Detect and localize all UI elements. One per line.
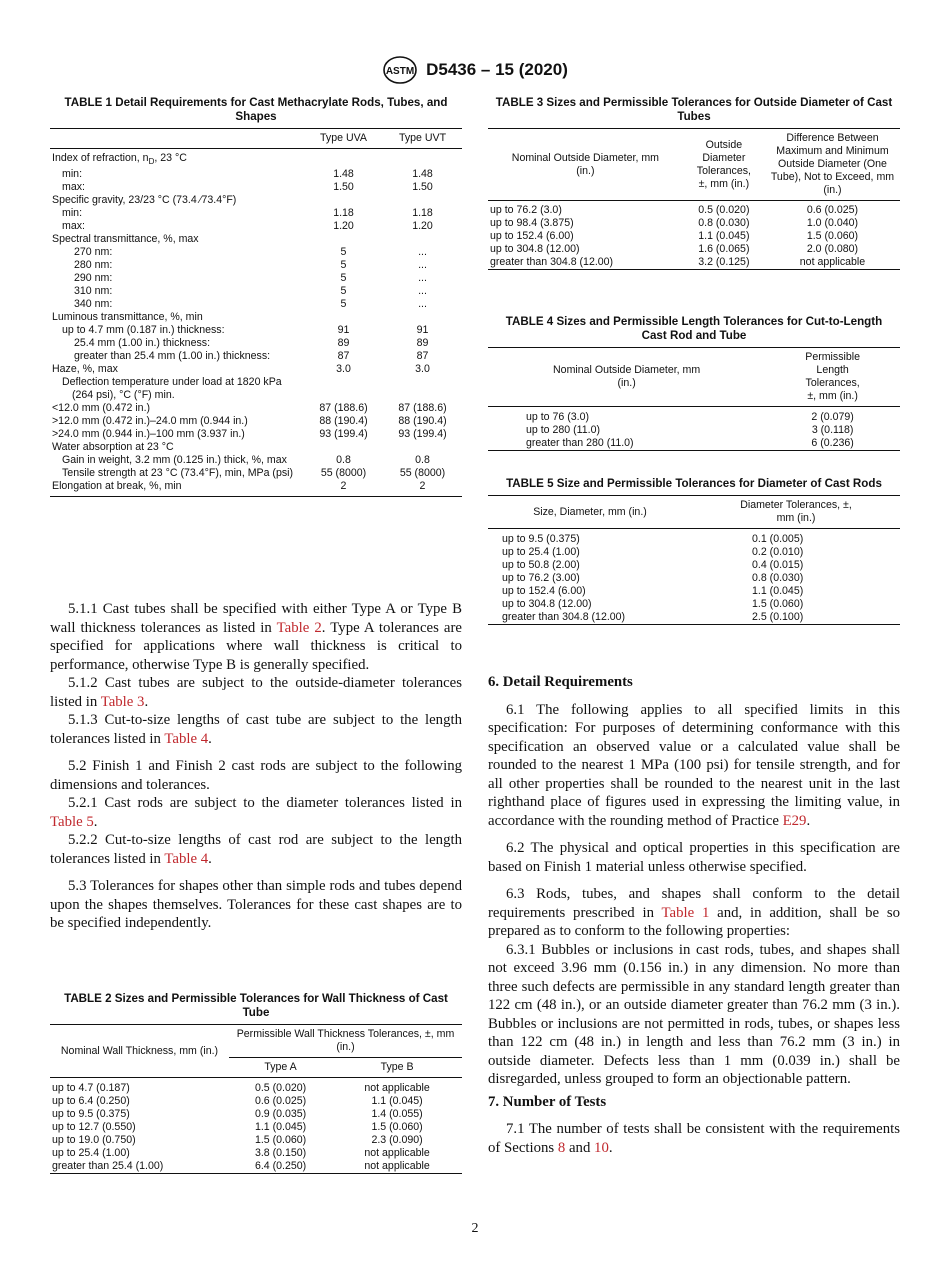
table-cell: 1.48 bbox=[333, 168, 354, 181]
para-6-2: 6.2 The physical and optical properties in this specification are based on Finish 1 material unless otherwise specified. bbox=[488, 840, 900, 875]
table-cell: >24.0 mm (0.944 in.)–100 mm (3.937 in.) bbox=[52, 428, 245, 441]
table-row bbox=[50, 1134, 462, 1147]
table-cell: 3.8 (0.150) bbox=[254, 1147, 307, 1159]
table-cell: 1.5 (0.060) bbox=[806, 230, 859, 242]
table-row bbox=[488, 407, 900, 425]
table-cell: Luminous transmittance, %, min bbox=[52, 311, 203, 324]
table-cell: max: bbox=[62, 181, 85, 194]
table-cell: Tensile strength at 23 °C (73.4°F), min, MPa (psi) bbox=[62, 467, 294, 480]
table-cell: ... bbox=[418, 285, 427, 298]
table3-col-size: Nominal Outside Diameter, mm (in.) bbox=[511, 151, 659, 177]
astm-logo bbox=[382, 55, 418, 85]
table-cell: 1.50 bbox=[333, 181, 354, 194]
table-row bbox=[488, 598, 900, 611]
para-6-3-1: 6.3.1 Bubbles or inclusions in cast rods, tubes, and shapes shall not exceed 3.96 mm (0.156 in.) in any dimension. No more than three such defects are permissible in any standard length greater than 122 cm (48 in.), or an outside diameter greater than 76.2 mm (3 in.). Bubbles or inclusions are not permitted in rods, tubes, or shapes less than 122 cm (48 in.) in length and less than 76.2 mm (3 in.) in outside diameter. Defects less than 1 mm (0.039 in.) shall be disregarded, unless grouped to form an objectionable pattern. bbox=[488, 941, 900, 1087]
table-row bbox=[50, 1108, 462, 1121]
section-7-heading: 7. Number of Tests bbox=[488, 1093, 607, 1110]
table-cell: 1.4 (0.055) bbox=[371, 1108, 423, 1120]
link-table3[interactable]: Table 3 bbox=[100, 693, 145, 710]
table3-caption: TABLE 3 Sizes and Permissible Tolerances for Outside Diameter of Cast Tubes bbox=[495, 96, 893, 123]
table-cell: not applicable bbox=[799, 256, 866, 268]
table1 bbox=[50, 128, 462, 497]
table-cell: Specific gravity, 23/23 °C (73.4 ⁄73.4°F) bbox=[52, 194, 237, 207]
table-cell: 280 nm: bbox=[74, 259, 113, 272]
table-row bbox=[50, 402, 462, 415]
table-cell bbox=[383, 376, 462, 402]
table-cell: 6 (0.236) bbox=[811, 437, 854, 449]
table-cell: 0.8 bbox=[336, 454, 351, 467]
table-cell: 88 (190.4) bbox=[319, 415, 368, 428]
table-cell bbox=[304, 441, 383, 454]
para-5-1-1: 5.1.1 Cast tubes shall be specified with either Type A or Type B wall thickness tolerances as listed in Table 2. Type A tolerances are specified for applications where wall thickness is critical to performance, otherwise Type B is generally specified. bbox=[50, 601, 462, 673]
link-section-8[interactable]: 8 bbox=[557, 1139, 566, 1156]
table-row bbox=[488, 585, 900, 598]
table-row bbox=[50, 246, 462, 259]
table-cell: 340 nm: bbox=[74, 298, 113, 311]
table-row bbox=[50, 1121, 462, 1134]
table-cell: up to 304.8 (12.00) bbox=[490, 243, 580, 255]
table-cell: up to 76.2 (3.0) bbox=[490, 204, 562, 216]
table-cell: ... bbox=[418, 298, 427, 311]
para-7-1: 7.1 The number of tests shall be consistent with the requirements of Sections 8 and 10. bbox=[488, 1121, 900, 1156]
table-row bbox=[50, 454, 462, 467]
table-row bbox=[50, 428, 462, 441]
table-cell: greater than 304.8 (12.00) bbox=[502, 611, 626, 623]
table-cell: greater than 304.8 (12.00) bbox=[490, 256, 614, 268]
table-row bbox=[50, 220, 462, 233]
table-cell: max: bbox=[62, 220, 85, 233]
table-row bbox=[488, 217, 900, 230]
table-cell: up to 76.2 (3.00) bbox=[502, 572, 580, 584]
table-row bbox=[488, 243, 900, 256]
table-row bbox=[50, 480, 462, 497]
table-cell: 0.1 (0.005) bbox=[752, 533, 804, 545]
table-cell: <12.0 mm (0.472 in.) bbox=[52, 402, 151, 415]
para-6-1: 6.1 The following applies to all specified limits in this specification: For purposes of determining conformance with this specification an observed value or a calculated value shall be rounded to the nearest 1 MPa (100 psi) for tensile strength, and for all other properties shall be rounded to the nearest unit in the last righthand place of figures used in expressing the limiting value, in accordance with the rounding method of Practice E29. bbox=[488, 701, 900, 829]
link-table1[interactable]: Table 1 bbox=[661, 904, 710, 921]
table-cell: Water absorption at 23 °C bbox=[52, 441, 174, 454]
para-5-3: 5.3 Tolerances for shapes other than simple rods and tubes depend upon the shapes themselves. Tolerances for these cast shapes are to be specified independently. bbox=[50, 878, 462, 931]
table-cell: Haze, %, max bbox=[52, 363, 118, 376]
link-section-10[interactable]: 10 bbox=[594, 1139, 609, 1156]
table-cell: 290 nm: bbox=[74, 272, 113, 285]
table-cell: 6.4 (0.250) bbox=[254, 1160, 307, 1172]
table-row bbox=[50, 1160, 462, 1174]
table5-col-size: Size, Diameter, mm (in.) bbox=[533, 505, 647, 518]
table-cell: 2.5 (0.100) bbox=[752, 611, 804, 623]
table1-col-uvt: Type UVT bbox=[398, 132, 447, 144]
table-row bbox=[488, 611, 900, 625]
standard-code: D5436 – 15 (2020) bbox=[426, 60, 568, 79]
table-cell: 89 bbox=[416, 337, 429, 350]
table-row bbox=[50, 194, 462, 207]
table-cell: 1.1 (0.045) bbox=[698, 230, 750, 242]
table-row bbox=[488, 572, 900, 585]
table-cell: up to 9.5 (0.375) bbox=[52, 1108, 130, 1120]
table-cell: 87 bbox=[337, 350, 350, 363]
table-cell bbox=[304, 311, 383, 324]
table-cell: 3.0 bbox=[415, 363, 430, 376]
table3-col-tol: Outside Diameter Tolerances, ±, mm (in.) bbox=[696, 138, 751, 190]
table5-col-tol: Diameter Tolerances, ±, mm (in.) bbox=[740, 499, 852, 524]
table-cell: 87 (188.6) bbox=[319, 402, 368, 415]
table-row bbox=[50, 1095, 462, 1108]
table-cell: 93 (199.4) bbox=[398, 428, 447, 441]
table-cell: 87 (188.6) bbox=[398, 402, 447, 415]
para-5-2-2: 5.2.2 Cut-to-size lengths of cast rod are subject to the length tolerances listed in Table 4. bbox=[50, 832, 462, 867]
table-cell: 1.48 bbox=[412, 168, 433, 181]
table-cell: up to 9.5 (0.375) bbox=[502, 533, 580, 545]
table-cell: 5 bbox=[340, 298, 347, 311]
table-row bbox=[50, 272, 462, 285]
table-cell: 0.6 (0.025) bbox=[254, 1095, 307, 1107]
table-cell: Spectral transmittance, %, max bbox=[52, 233, 199, 246]
table-cell: 1.18 bbox=[333, 207, 354, 220]
table-row bbox=[50, 363, 462, 376]
table-cell: 3 (0.118) bbox=[811, 424, 854, 436]
table-row bbox=[50, 259, 462, 272]
table-cell: 88 (190.4) bbox=[398, 415, 447, 428]
table-cell: Gain in weight, 3.2 mm (0.125 in.) thick, %, max bbox=[62, 454, 287, 467]
table-cell: 2.0 (0.080) bbox=[806, 243, 859, 255]
table-cell: up to 6.4 (0.250) bbox=[52, 1095, 130, 1107]
table-cell: 91 bbox=[416, 324, 429, 337]
table-row bbox=[50, 168, 462, 181]
table-cell: up to 76 (3.0) bbox=[526, 411, 590, 423]
table-row bbox=[50, 467, 462, 480]
table-cell: 2 bbox=[419, 480, 426, 493]
table-cell: 1.5 (0.060) bbox=[254, 1134, 307, 1146]
table-cell: up to 50.8 (2.00) bbox=[502, 559, 580, 571]
para-5-2: 5.2 Finish 1 and Finish 2 cast rods are subject to the following dimensions and tolerances. bbox=[50, 758, 462, 793]
table-cell: 2 bbox=[340, 480, 347, 493]
table1-block bbox=[50, 96, 462, 497]
table2-block bbox=[50, 992, 462, 1174]
table1-caption: TABLE 1 Detail Requirements for Cast Methacrylate Rods, Tubes, and Shapes bbox=[64, 96, 448, 123]
table-cell: up to 4.7 mm (0.187 in.) thickness: bbox=[62, 324, 225, 337]
table-row bbox=[50, 181, 462, 194]
table-cell: not applicable bbox=[364, 1147, 430, 1159]
table-cell: 0.5 (0.020) bbox=[698, 204, 750, 216]
table-row bbox=[50, 233, 462, 246]
table-cell: 1.5 (0.060) bbox=[371, 1121, 423, 1133]
table-row bbox=[50, 311, 462, 324]
table-row bbox=[50, 350, 462, 363]
table-row bbox=[488, 230, 900, 243]
para-5-2-1: 5.2.1 Cast rods are subject to the diameter tolerances listed in Table 5. bbox=[50, 795, 462, 830]
table-cell: 270 nm: bbox=[74, 246, 113, 259]
table-cell: 1.1 (0.045) bbox=[371, 1095, 423, 1107]
table-cell: Deflection temperature under load at 1820 kPa (264 psi), °C (°F) min. bbox=[62, 376, 282, 402]
table-cell bbox=[304, 233, 383, 246]
table-row bbox=[488, 437, 900, 451]
table-row bbox=[488, 559, 900, 572]
table4-col-tol: Permissible Length Tolerances, ±, mm (in.) bbox=[805, 351, 860, 402]
table-cell: 1.0 (0.040) bbox=[806, 217, 859, 229]
table4-block bbox=[488, 315, 900, 451]
table5-caption: TABLE 5 Size and Permissible Tolerances for Diameter of Cast Rods bbox=[506, 477, 882, 490]
table-cell: min: bbox=[62, 168, 83, 181]
table-cell: 5 bbox=[340, 246, 347, 259]
table5-block bbox=[488, 477, 900, 625]
table-cell: not applicable bbox=[364, 1160, 430, 1172]
table-cell: 5 bbox=[340, 272, 347, 285]
svg-text:ASTM: ASTM bbox=[385, 66, 415, 77]
table-cell: 25.4 mm (1.00 in.) thickness: bbox=[74, 337, 211, 350]
table-row bbox=[50, 1147, 462, 1160]
para-5-1-3: 5.1.3 Cut-to-size lengths of cast tube are subject to the length tolerances listed in Table 4. bbox=[50, 712, 462, 747]
table-cell: up to 98.4 (3.875) bbox=[490, 217, 574, 229]
table4 bbox=[488, 347, 900, 451]
table-cell: 93 (199.4) bbox=[319, 428, 368, 441]
table-cell bbox=[304, 194, 383, 207]
table-cell bbox=[383, 311, 462, 324]
table-cell: up to 304.8 (12.00) bbox=[502, 598, 592, 610]
table3-block bbox=[488, 96, 900, 270]
table2-col-size: Nominal Wall Thickness, mm (in.) bbox=[60, 1044, 219, 1057]
table-cell: 5 bbox=[340, 259, 347, 272]
table-cell: 91 bbox=[337, 324, 350, 337]
table-cell: 87 bbox=[416, 350, 429, 363]
table-cell: not applicable bbox=[364, 1082, 430, 1094]
table-row: Index of refraction, $n_D$, 23 °C bbox=[52, 152, 187, 167]
table-cell: 5 bbox=[340, 285, 347, 298]
table-cell: 3.2 (0.125) bbox=[698, 256, 750, 268]
table5 bbox=[488, 495, 900, 625]
table-cell: 3.0 bbox=[336, 363, 351, 376]
table-cell: 2.3 (0.090) bbox=[371, 1134, 423, 1146]
table2 bbox=[50, 1024, 462, 1174]
table-row bbox=[50, 1078, 462, 1096]
table-row bbox=[488, 529, 900, 547]
table-row bbox=[50, 441, 462, 454]
table-row bbox=[50, 415, 462, 428]
table-cell: 0.6 (0.025) bbox=[806, 204, 859, 216]
table-cell: up to 152.4 (6.00) bbox=[490, 230, 574, 242]
table-cell: up to 25.4 (1.00) bbox=[502, 546, 580, 558]
table-cell: up to 25.4 (1.00) bbox=[52, 1147, 130, 1159]
table-cell: greater than 280 (11.0) bbox=[526, 437, 634, 449]
table4-caption: TABLE 4 Sizes and Permissible Length Tolerances for Cut-to-Length Cast Rod and Tube bbox=[505, 315, 883, 342]
table-cell: ... bbox=[418, 246, 427, 259]
table-cell: 0.2 (0.010) bbox=[752, 546, 804, 558]
table2-col-b: Type B bbox=[380, 1061, 414, 1073]
table-cell: 2 (0.079) bbox=[811, 411, 854, 423]
table2-col-group: Permissible Wall Thickness Tolerances, ±, mm (in.) bbox=[229, 1025, 462, 1058]
table-cell bbox=[383, 194, 462, 207]
table-row bbox=[488, 201, 900, 218]
page-number: 2 bbox=[471, 1221, 479, 1236]
link-table4[interactable]: Table 4 bbox=[164, 730, 209, 747]
table-cell bbox=[383, 441, 462, 454]
table-row bbox=[50, 376, 462, 402]
left-body-text bbox=[50, 600, 462, 933]
link-table4[interactable]: Table 4 bbox=[164, 850, 209, 867]
para-6-3: 6.3 Rods, tubes, and shapes shall conform to the detail requirements prescribed in Table 1 and, in addition, shall be so prepared as to conform to the following properties: bbox=[488, 886, 900, 939]
section-6-heading: 6. Detail Requirements bbox=[488, 674, 633, 690]
table-cell: 0.9 (0.035) bbox=[254, 1108, 307, 1120]
table-cell: up to 4.7 (0.187) bbox=[52, 1082, 130, 1094]
table-cell: 55 (8000) bbox=[399, 467, 446, 480]
table2-col-a: Type A bbox=[264, 1061, 297, 1073]
table-cell: greater than 25.4 mm (1.00 in.) thickness: bbox=[74, 350, 271, 363]
para-5-1-2: 5.1.2 Cast tubes are subject to the outside-diameter tolerances listed in Table 3. bbox=[50, 675, 462, 710]
table4-col-size: Nominal Outside Diameter, mm (in.) bbox=[553, 364, 701, 389]
table-row bbox=[50, 298, 462, 311]
table-cell: up to 280 (11.0) bbox=[526, 424, 601, 436]
table-row bbox=[50, 337, 462, 350]
table-cell: 0.8 (0.030) bbox=[752, 572, 804, 584]
table-row bbox=[50, 207, 462, 220]
table-cell: 55 (8000) bbox=[320, 467, 367, 480]
table-cell: 1.20 bbox=[333, 220, 354, 233]
link-table2[interactable]: Table 2 bbox=[276, 619, 322, 636]
table-row bbox=[488, 424, 900, 437]
table3 bbox=[488, 128, 900, 270]
link-e29[interactable]: E29 bbox=[782, 812, 807, 829]
table1-col-uva: Type UVA bbox=[320, 132, 367, 144]
table-cell: 1.50 bbox=[412, 181, 433, 194]
table-cell: Elongation at break, %, min bbox=[52, 480, 182, 493]
table-cell: >12.0 mm (0.472 in.)–24.0 mm (0.944 in.) bbox=[52, 415, 248, 428]
right-body-text bbox=[488, 673, 900, 1157]
table-cell: 0.8 (0.030) bbox=[698, 217, 750, 229]
table-cell: ... bbox=[418, 259, 427, 272]
table-cell: 1.18 bbox=[412, 207, 433, 220]
table-cell: 0.8 bbox=[415, 454, 430, 467]
table-cell: up to 12.7 (0.550) bbox=[52, 1121, 136, 1133]
link-table5[interactable]: Table 5 bbox=[50, 813, 94, 830]
table-cell: 310 nm: bbox=[74, 285, 113, 298]
table-cell bbox=[383, 233, 462, 246]
table-cell: greater than 25.4 (1.00) bbox=[52, 1160, 164, 1172]
table-cell: up to 19.0 (0.750) bbox=[52, 1134, 136, 1146]
table-cell: 1.6 (0.065) bbox=[698, 243, 750, 255]
table-row bbox=[488, 546, 900, 559]
table-row bbox=[50, 285, 462, 298]
table-cell: 0.4 (0.015) bbox=[752, 559, 804, 571]
table-cell: 1.5 (0.060) bbox=[752, 598, 804, 610]
table-cell bbox=[304, 376, 383, 402]
table-cell: 1.1 (0.045) bbox=[254, 1121, 307, 1133]
page-header bbox=[0, 55, 950, 85]
table-cell: 89 bbox=[337, 337, 350, 350]
table2-caption: TABLE 2 Sizes and Permissible Tolerances for Wall Thickness of Cast Tube bbox=[64, 992, 448, 1019]
table-cell: 1.1 (0.045) bbox=[752, 585, 804, 597]
table3-col-diff: Difference Between Maximum and Minimum Outside Diameter (One Tube), Not to Exceed, mm (in.) bbox=[770, 132, 895, 196]
table-row bbox=[50, 324, 462, 337]
table-cell: up to 152.4 (6.00) bbox=[502, 585, 586, 597]
table-cell: min: bbox=[62, 207, 83, 220]
table-cell: ... bbox=[418, 272, 427, 285]
table-row bbox=[488, 256, 900, 270]
table-cell: 0.5 (0.020) bbox=[254, 1082, 307, 1094]
table-cell: 1.20 bbox=[412, 220, 433, 233]
